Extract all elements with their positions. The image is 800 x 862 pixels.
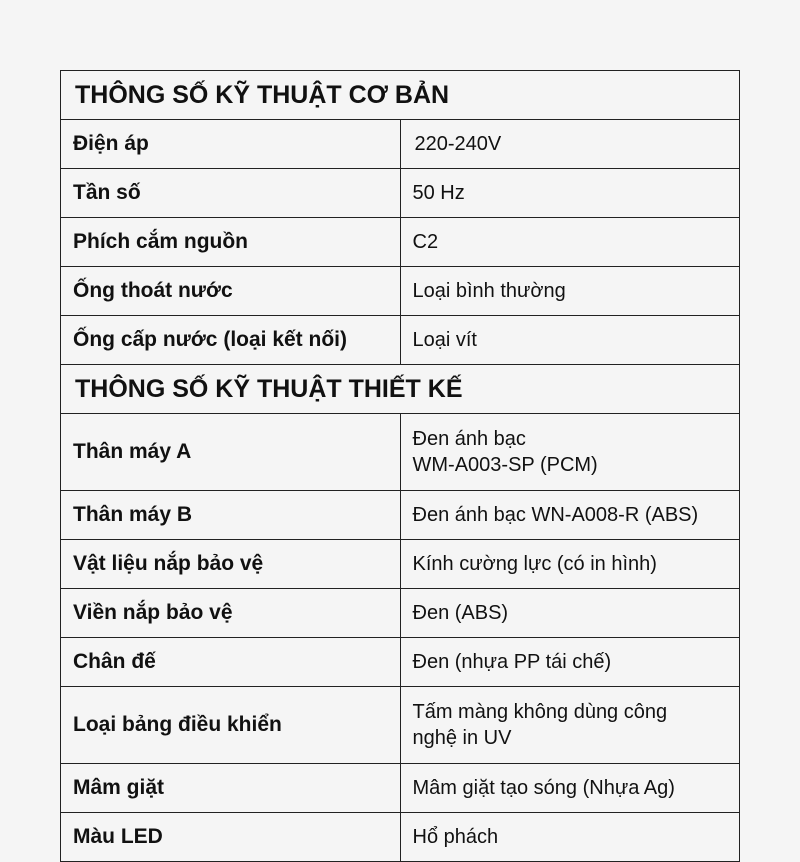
value-line: WM-A003-SP (PCM)	[412, 454, 598, 476]
section-header-row	[61, 71, 740, 120]
row-label: Vật liệu nắp bảo vệ	[61, 540, 401, 589]
value-line: nghệ in UV	[412, 727, 512, 749]
row-label: Viền nắp bảo vệ	[61, 589, 401, 638]
row-label: Mâm giặt	[61, 764, 401, 813]
value-line: Kính cường lực (có in hình)	[412, 553, 657, 575]
row-value	[400, 813, 740, 862]
table-row	[61, 491, 740, 540]
row-value	[400, 120, 740, 169]
row-label: Tần số	[61, 169, 401, 218]
value-line: 220-240V	[414, 133, 502, 155]
value-line: Tấm màng không dùng công	[412, 701, 668, 723]
value-line: Loại vít	[412, 329, 477, 351]
value-line: Đen (ABS)	[412, 602, 509, 624]
row-label: Ống cấp nước (loại kết nối)	[61, 316, 401, 365]
row-value	[400, 687, 740, 764]
table-row	[61, 169, 740, 218]
spec-table	[60, 70, 740, 862]
row-value	[400, 638, 740, 687]
table-row	[61, 764, 740, 813]
value-line: Mâm giặt tạo sóng (Nhựa Ag)	[412, 777, 675, 799]
row-label: Màu LED	[61, 813, 401, 862]
row-value	[400, 764, 740, 813]
section-title: THÔNG SỐ KỸ THUẬT CƠ BẢN	[61, 71, 740, 120]
table-row	[61, 316, 740, 365]
row-label: Loại bảng điều khiển	[61, 687, 401, 764]
table-row	[61, 589, 740, 638]
value-line: Đen ánh bạc WN-A008-R (ABS)	[412, 504, 699, 526]
row-value	[400, 169, 740, 218]
row-label: Điện áp	[61, 120, 401, 169]
row-value	[400, 491, 740, 540]
row-label: Thân máy A	[61, 414, 401, 491]
row-label: Thân máy B	[61, 491, 401, 540]
value-line: 50 Hz	[412, 182, 465, 204]
table-row	[61, 120, 740, 169]
section-header-row	[61, 365, 740, 414]
table-row	[61, 638, 740, 687]
value-line: C2	[412, 231, 439, 253]
table-row	[61, 540, 740, 589]
row-value	[400, 218, 740, 267]
value-line: Đen (nhựa PP tái chế)	[412, 651, 612, 673]
table-row	[61, 218, 740, 267]
row-label: Chân đế	[61, 638, 401, 687]
value-line: Hổ phách	[412, 826, 499, 848]
row-value	[400, 316, 740, 365]
row-value	[400, 414, 740, 491]
value-line: Đen ánh bạc	[412, 428, 526, 450]
row-label: Ống thoát nước	[61, 267, 401, 316]
table-row	[61, 267, 740, 316]
row-value	[400, 589, 740, 638]
row-value	[400, 540, 740, 589]
table-row	[61, 687, 740, 764]
row-label: Phích cắm nguồn	[61, 218, 401, 267]
row-value	[400, 267, 740, 316]
table-row	[61, 414, 740, 491]
value-line: Loại bình thường	[412, 280, 566, 302]
section-title: THÔNG SỐ KỸ THUẬT THIẾT KẾ	[61, 365, 740, 414]
table-row	[61, 813, 740, 862]
